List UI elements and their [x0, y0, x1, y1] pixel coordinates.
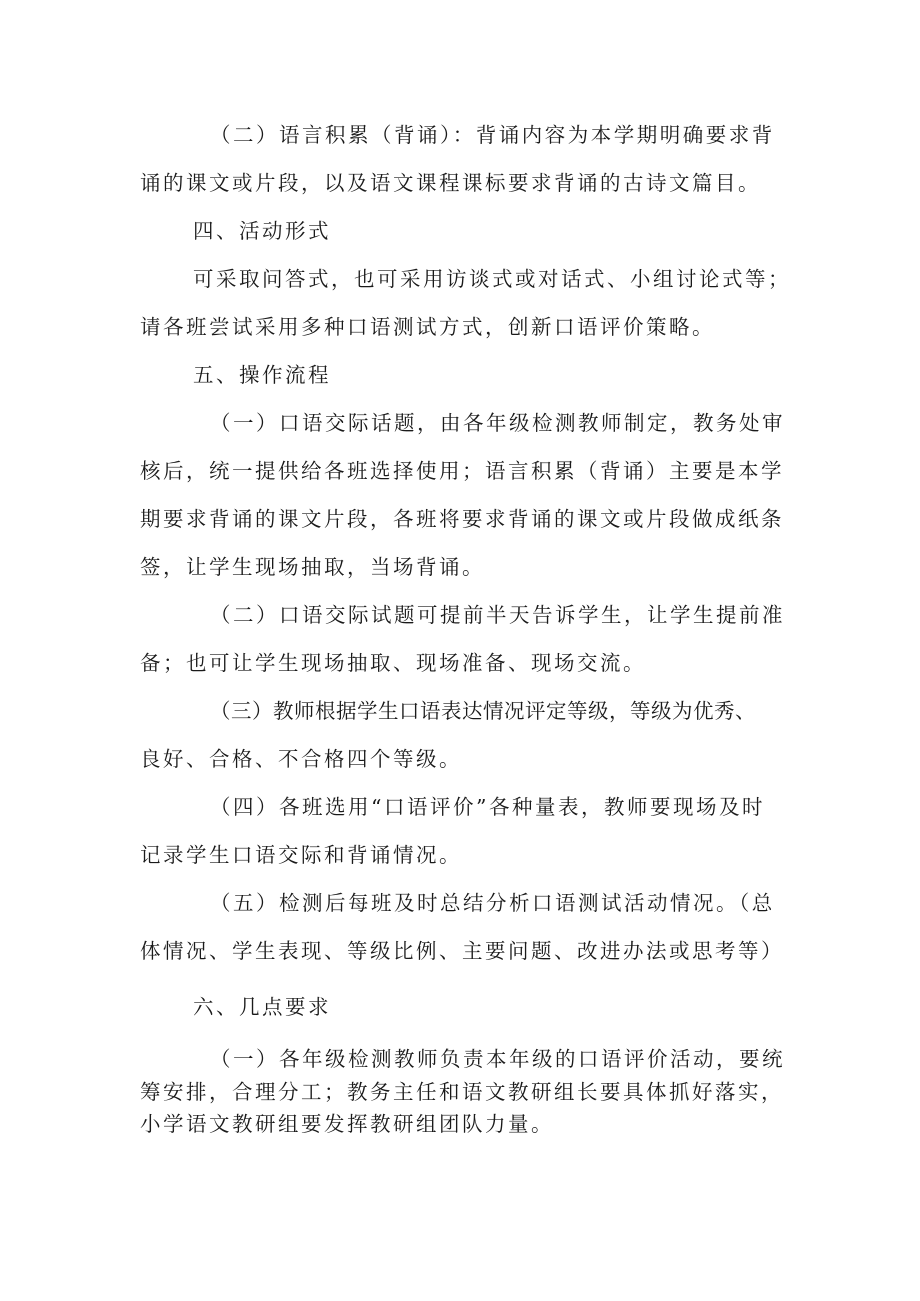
paragraph-line: 备；也可让学生现场抽取、现场准备、现场交流。	[140, 651, 646, 675]
paragraph-line: 请各班尝试采用多种口语测试方式，创新口语评价策略。	[140, 315, 715, 339]
paragraph-line: （五）检测后每班及时总结分析口语测试活动情况。（总	[210, 891, 775, 915]
paragraph-line: 核后，统一提供给各班选择使用；语言积累（背诵）主要是本学	[140, 459, 784, 483]
paragraph-line: （三）教师根据学生口语表达情况评定等级，等级为优秀、	[210, 699, 756, 723]
paragraph-line: （二）语言积累（背诵）：背诵内容为本学期明确要求背	[210, 123, 775, 147]
paragraph-line: （四）各班选用“口语评价”各种量表，教师要现场及时	[210, 795, 765, 819]
paragraph-line: 诵的课文或片段，以及语文课程课标要求背诵的古诗文篇目。	[140, 171, 761, 195]
section-heading: 六、几点要求	[193, 995, 331, 1019]
paragraph-line: 体情况、学生表现、等级比例、主要问题、改进办法或思考等）	[140, 939, 784, 963]
paragraph-line: （二）口语交际试题可提前半天告诉学生，让学生提前准	[210, 603, 785, 627]
section-heading: 五、操作流程	[193, 363, 331, 387]
paragraph-line: 良好、合格、不合格四个等级。	[140, 747, 462, 771]
section-heading: 四、活动形式	[193, 219, 331, 243]
paragraph-line: 记录学生口语交际和背诵情况。	[140, 843, 462, 867]
paragraph-line: 可采取问答式，也可采用访谈式或对话式、小组讨论式等；	[193, 267, 791, 291]
paragraph-line: 签，让学生现场抽取，当场背诵。	[140, 555, 485, 579]
paragraph-line: 小学语文教研组要发挥教研组团队力量。	[140, 1112, 554, 1136]
paragraph-line: 筹安排，合理分工；教务主任和语文教研组长要具体抓好落实，	[140, 1080, 784, 1104]
paragraph-line: （一）口语交际话题，由各年级检测教师制定，教务处审	[210, 411, 785, 435]
paragraph-line: （一）各年级检测教师负责本年级的口语评价活动，要统	[210, 1047, 785, 1071]
paragraph-line: 期要求背诵的课文片段，各班将要求背诵的课文或片段做成纸条	[140, 507, 784, 531]
